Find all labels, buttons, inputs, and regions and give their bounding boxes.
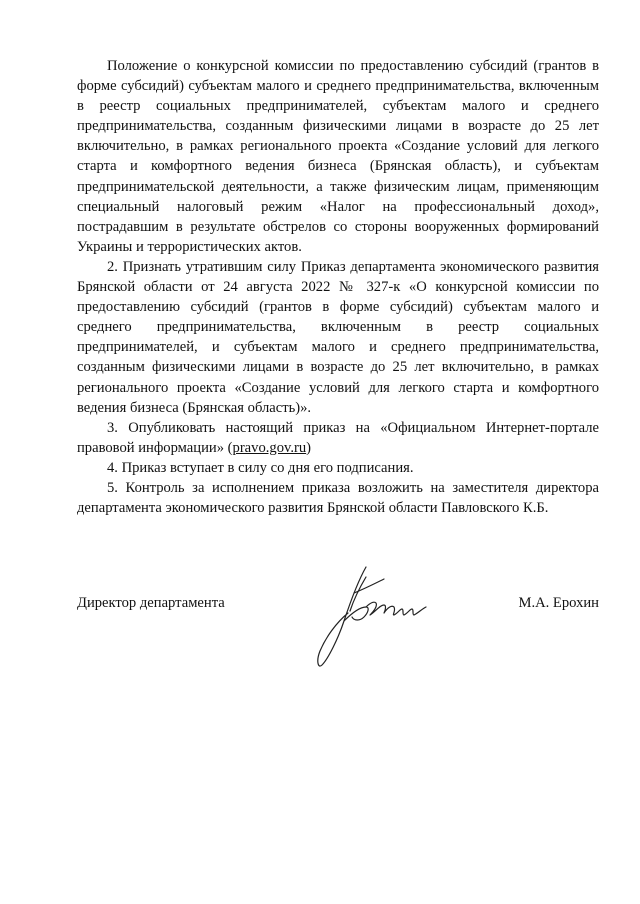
paragraph-1: Положение о конкурсной комиссии по предоставлению субсидий (грантов в форме субсидий) субъектам малого и среднего предпринимательства, включенным в реестр социальных предпринимателей, субъектам малого и среднего предпринимательства, созданным физическими лицами в возрасте до 25 лет включительно, в рамках регионального проекта «Создание условий для легкого старта и комфортного ведения бизнеса (Брянская область), и субъектам предпринимательской деятельности, а также физическим лицам, применяющим специальный налоговый режим «Налог на профессиональный доход», пострадавшим в результате обстрелов со стороны вооруженных формирований Украины и террористических актов. — [77, 58, 599, 255]
pravo-link[interactable]: pravo.gov.ru — [232, 439, 307, 456]
paragraph-5: 5. Контроль за исполнением приказа возложить на заместителя директора департамента экономического развития Брянской области Павловского К.Б. — [77, 479, 599, 517]
handwritten-signature — [314, 563, 432, 669]
paragraph-3-text: 3. Опубликовать настоящий приказ на «Официальном Интернет-портале правовой информации» ( — [77, 419, 599, 456]
paragraph-4: 4. Приказ вступает в силу со дня его подписания. — [107, 459, 414, 476]
signer-name: М.А. Ерохин — [518, 595, 599, 611]
paragraph-3 — [77, 418, 599, 458]
signer-role: Директор департамента — [77, 595, 225, 611]
paragraph-3-close: ) — [306, 439, 312, 456]
paragraph-2: 2. Признать утратившим силу Приказ департамента экономического развития Брянской области от 24 августа 2022 № 327-к «О конкурсной комиссии по предоставлению субсидий (грантов в форме субсидий) субъектам малого и среднего предпринимательства, включенным в реестр социальных предпринимателей, и субъектам малого и среднего предпринимательства, созданным физическими лицами в возрасте до 25 лет включительно, в рамках регионального проекта «Создание условий для легкого старта и комфортного ведения бизнеса (Брянская область)». — [77, 258, 599, 416]
document-body — [77, 56, 599, 518]
